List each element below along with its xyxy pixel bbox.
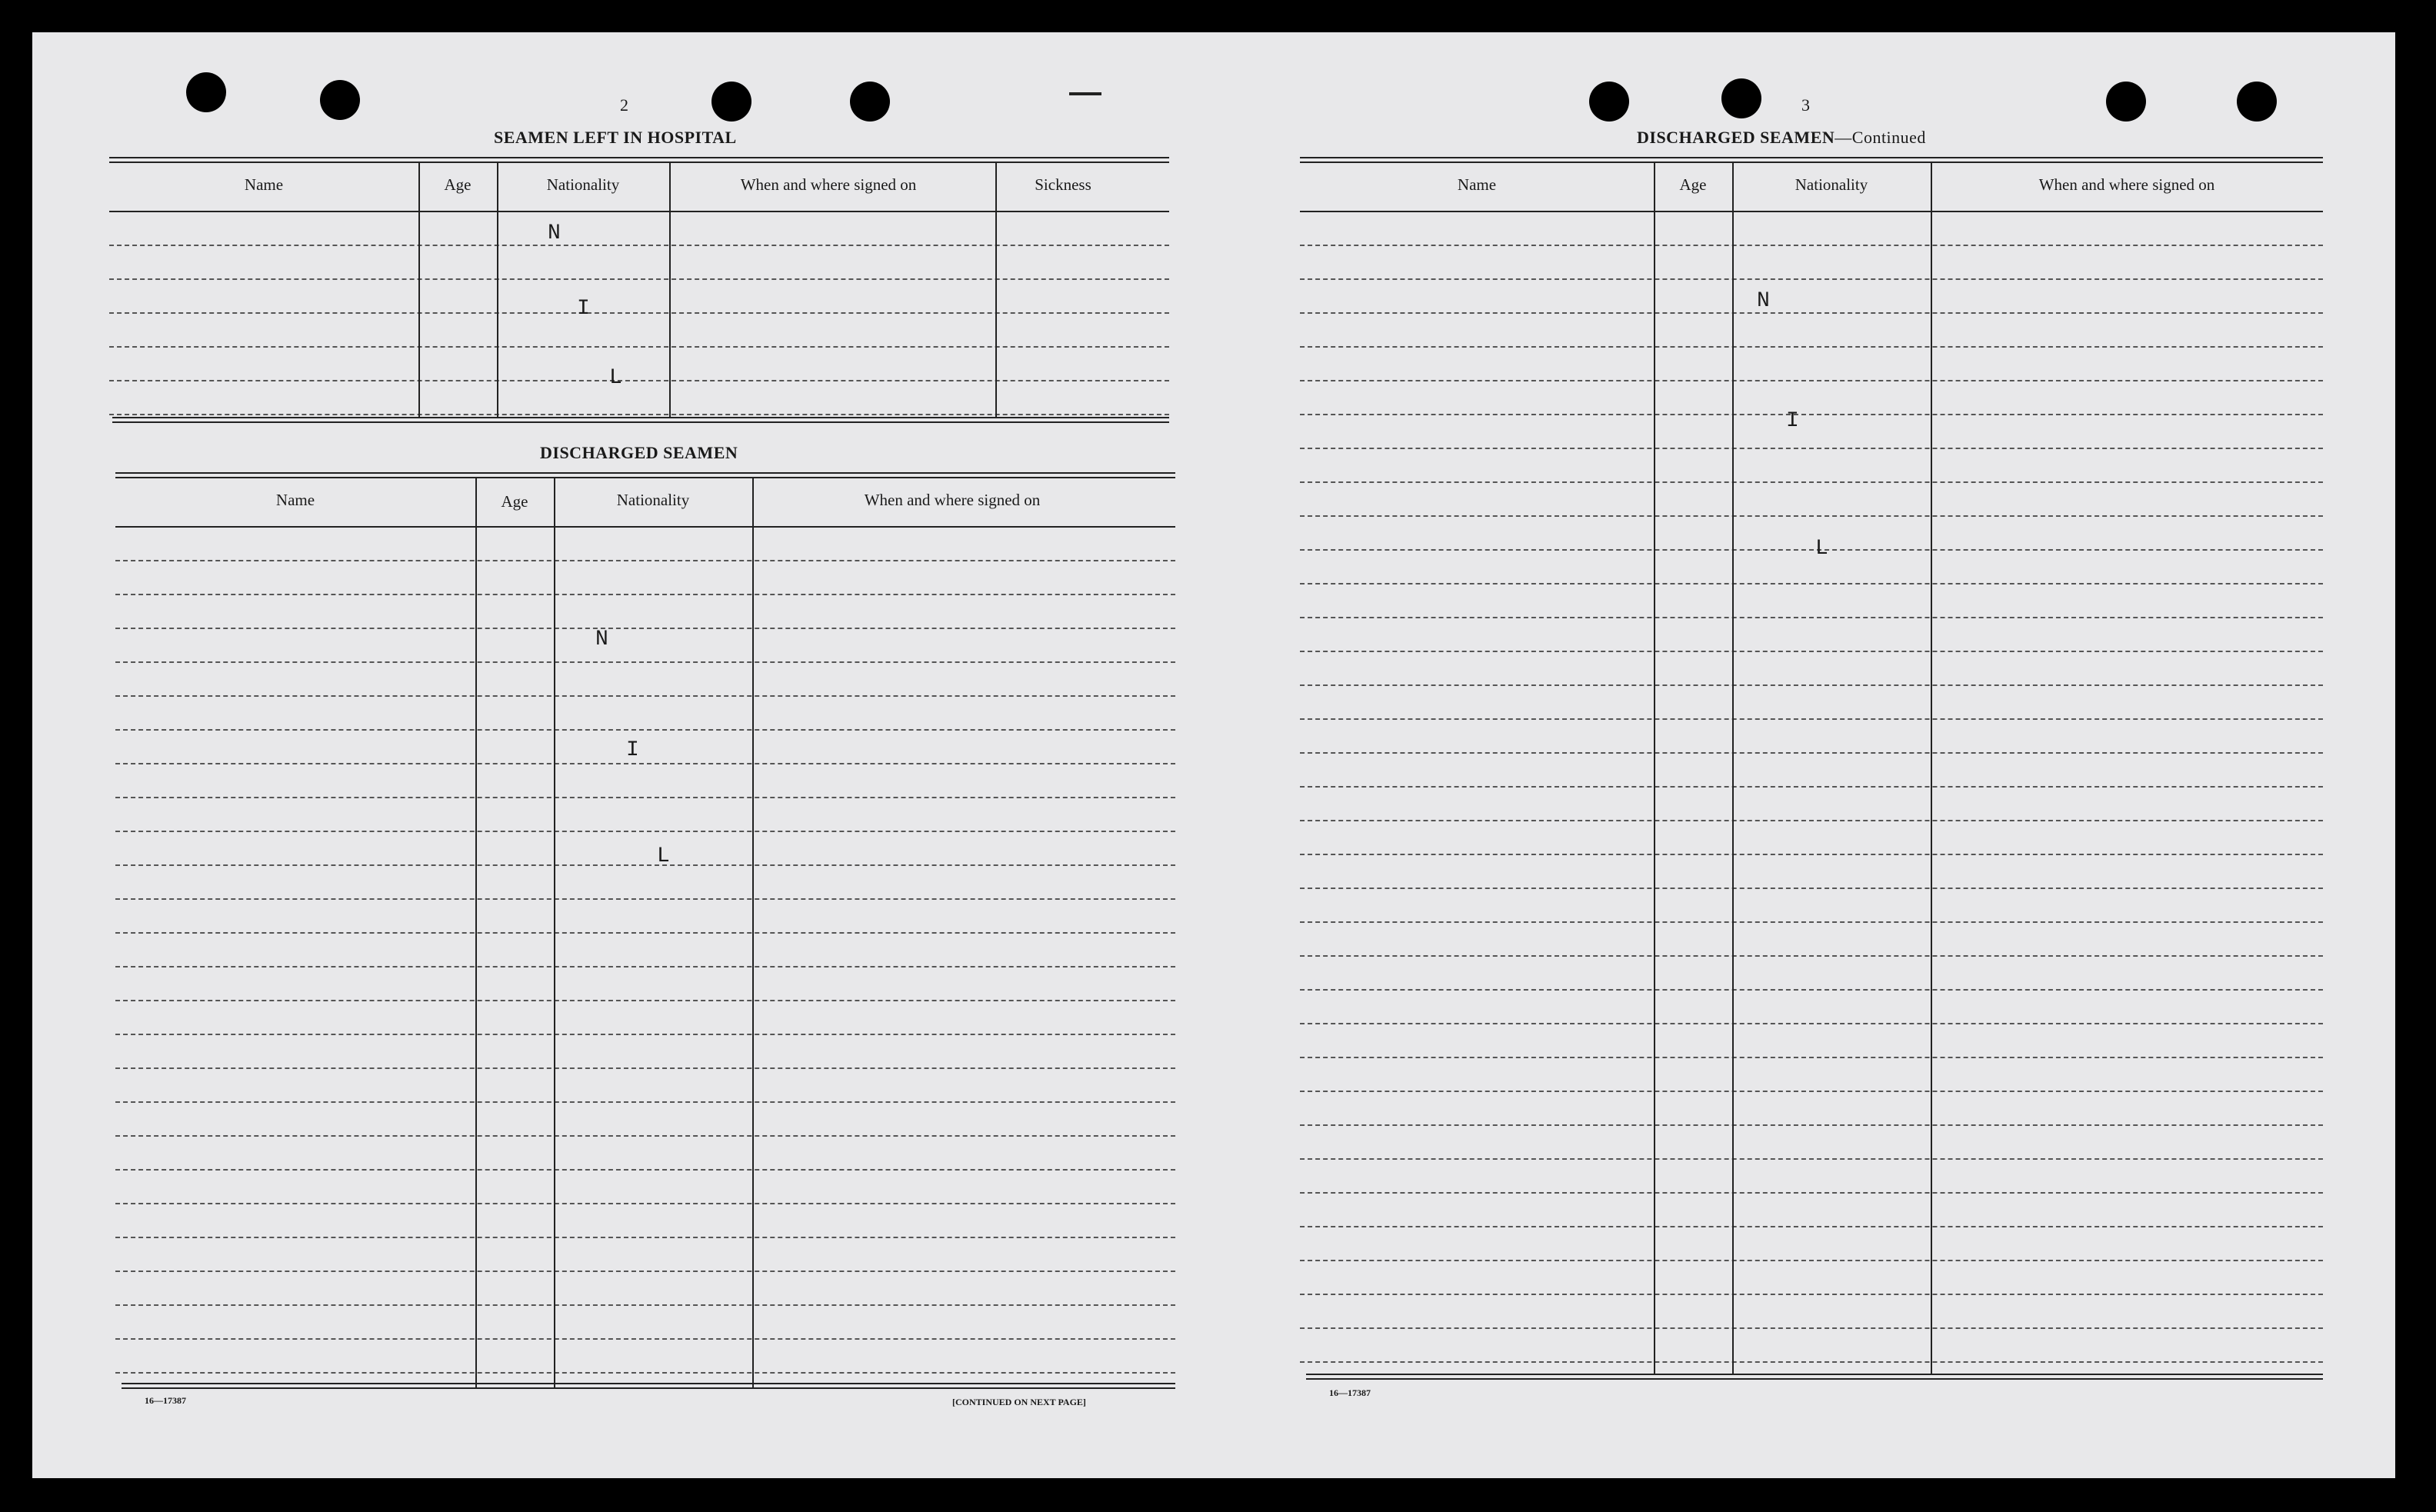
row-rule xyxy=(1300,583,2323,584)
punch-hole xyxy=(2237,82,2277,122)
row-rule xyxy=(1300,1327,2323,1329)
row-rule xyxy=(115,661,1175,663)
row-rule xyxy=(115,1067,1175,1069)
table-border xyxy=(1300,162,2323,163)
column-header-name: Name xyxy=(1457,175,1497,194)
row-rule xyxy=(115,1000,1175,1001)
column-rule xyxy=(995,162,997,417)
row-rule xyxy=(115,966,1175,967)
row-rule xyxy=(1300,1057,2323,1058)
column-rule xyxy=(1654,162,1655,1374)
row-rule xyxy=(115,1203,1175,1204)
section-title-discharged-continued xyxy=(1637,128,1926,148)
row-rule xyxy=(1300,448,2323,449)
table-border xyxy=(115,472,1175,474)
row-rule xyxy=(1300,278,2323,280)
nil-stamp-letter: L xyxy=(609,366,622,390)
column-rule xyxy=(1732,162,1734,1374)
row-rule xyxy=(1300,921,2323,923)
column-rule xyxy=(475,477,477,1387)
row-rule xyxy=(1300,820,2323,821)
section-title-hospital: SEAMEN LEFT IN HOSPITAL xyxy=(494,128,737,147)
row-rule xyxy=(109,312,1169,314)
row-rule xyxy=(115,1169,1175,1171)
header-rule xyxy=(115,526,1175,528)
column-rule xyxy=(418,162,420,417)
row-rule xyxy=(1300,854,2323,855)
table-border xyxy=(112,421,1169,423)
row-rule xyxy=(1300,1294,2323,1295)
row-rule xyxy=(115,831,1175,832)
form-code: 16—17387 xyxy=(145,1395,186,1406)
nil-stamp-letter: N xyxy=(548,221,561,245)
row-rule xyxy=(1300,549,2323,551)
column-rule xyxy=(669,162,671,417)
row-rule xyxy=(1300,786,2323,788)
right-page xyxy=(1218,32,2395,1478)
row-rule xyxy=(115,1372,1175,1374)
title-suffix: —Continued xyxy=(1834,128,1926,147)
row-rule xyxy=(1300,989,2323,991)
row-rule xyxy=(1300,617,2323,618)
row-rule xyxy=(1300,1124,2323,1126)
header-rule xyxy=(109,211,1169,212)
page-number: 3 xyxy=(1801,95,1810,115)
page-number: 2 xyxy=(620,95,628,115)
row-rule xyxy=(109,245,1169,246)
nil-stamp-letter: L xyxy=(657,844,670,868)
row-rule xyxy=(109,414,1169,415)
form-code: 16—17387 xyxy=(1329,1387,1371,1398)
table-border xyxy=(1300,157,2323,158)
row-rule xyxy=(115,797,1175,798)
continued-note: [CONTINUED ON NEXT PAGE] xyxy=(952,1397,1086,1407)
row-rule xyxy=(115,1304,1175,1306)
punch-hole xyxy=(186,72,226,112)
nil-stamp-letter: I xyxy=(1786,409,1799,433)
column-header-signed-on: When and where signed on xyxy=(2038,175,2215,194)
row-rule xyxy=(1300,346,2323,348)
row-rule xyxy=(1300,1361,2323,1363)
row-rule xyxy=(1300,1091,2323,1092)
table-border xyxy=(109,162,1169,163)
row-rule xyxy=(1300,1192,2323,1194)
column-header-name: Name xyxy=(275,491,315,509)
column-header-signed-on: When and where signed on xyxy=(740,175,917,194)
row-rule xyxy=(115,898,1175,900)
column-rule xyxy=(752,477,754,1387)
column-header-signed-on: When and where signed on xyxy=(864,491,1041,509)
row-rule xyxy=(115,1135,1175,1137)
table-border xyxy=(109,157,1169,158)
row-rule xyxy=(1300,651,2323,652)
punch-hole xyxy=(320,80,360,120)
pen-mark xyxy=(1069,92,1101,95)
column-header-nationality: Nationality xyxy=(1795,175,1868,194)
column-rule xyxy=(1931,162,1932,1374)
row-rule xyxy=(115,594,1175,595)
row-rule xyxy=(1300,718,2323,720)
row-rule xyxy=(1300,414,2323,415)
nil-stamp-letter: I xyxy=(626,738,639,762)
row-rule xyxy=(115,1101,1175,1103)
row-rule xyxy=(115,1237,1175,1238)
header-rule xyxy=(1300,211,2323,212)
row-rule xyxy=(1300,380,2323,381)
row-rule xyxy=(1300,684,2323,686)
table-border xyxy=(115,477,1175,478)
row-rule xyxy=(109,346,1169,348)
row-rule xyxy=(115,729,1175,731)
row-rule xyxy=(1300,888,2323,889)
column-header-age: Age xyxy=(501,492,528,511)
column-header-age: Age xyxy=(1679,175,1707,194)
row-rule xyxy=(1300,1226,2323,1227)
row-rule xyxy=(1300,1023,2323,1024)
row-rule xyxy=(115,763,1175,764)
row-rule xyxy=(1300,752,2323,754)
left-page xyxy=(32,32,1218,1478)
column-header-age: Age xyxy=(444,175,472,194)
table-border xyxy=(122,1387,1175,1389)
section-title-discharged: DISCHARGED SEAMEN xyxy=(540,443,738,462)
row-rule xyxy=(115,628,1175,629)
column-rule xyxy=(497,162,498,417)
punch-hole xyxy=(850,82,890,122)
row-rule xyxy=(1300,1260,2323,1261)
table-border xyxy=(112,417,1169,418)
row-rule xyxy=(115,932,1175,934)
table-border xyxy=(1306,1378,2323,1380)
row-rule xyxy=(1300,245,2323,246)
column-rule xyxy=(554,477,555,1387)
punch-hole xyxy=(711,82,751,122)
row-rule xyxy=(109,380,1169,381)
punch-hole xyxy=(1721,78,1761,118)
row-rule xyxy=(115,1338,1175,1340)
nil-stamp-letter: L xyxy=(1815,537,1828,561)
punch-hole xyxy=(2106,82,2146,122)
row-rule xyxy=(115,1034,1175,1035)
row-rule xyxy=(115,864,1175,866)
row-rule xyxy=(1300,515,2323,517)
row-rule xyxy=(1300,1158,2323,1160)
row-rule xyxy=(1300,481,2323,483)
row-rule xyxy=(1300,312,2323,314)
column-header-sickness: Sickness xyxy=(1035,175,1091,194)
row-rule xyxy=(109,278,1169,280)
row-rule xyxy=(115,560,1175,561)
table-border xyxy=(1306,1374,2323,1375)
nil-stamp-letter: I xyxy=(577,297,590,321)
row-rule xyxy=(115,1271,1175,1272)
table-border xyxy=(122,1383,1175,1384)
row-rule xyxy=(1300,955,2323,957)
column-header-nationality: Nationality xyxy=(616,491,690,509)
nil-stamp-letter: N xyxy=(595,628,608,651)
punch-hole xyxy=(1589,82,1629,122)
nil-stamp-letter: N xyxy=(1757,289,1770,313)
column-header-nationality: Nationality xyxy=(546,175,620,194)
column-header-name: Name xyxy=(244,175,284,194)
title-main: DISCHARGED SEAMEN xyxy=(1637,128,1835,147)
row-rule xyxy=(115,695,1175,697)
